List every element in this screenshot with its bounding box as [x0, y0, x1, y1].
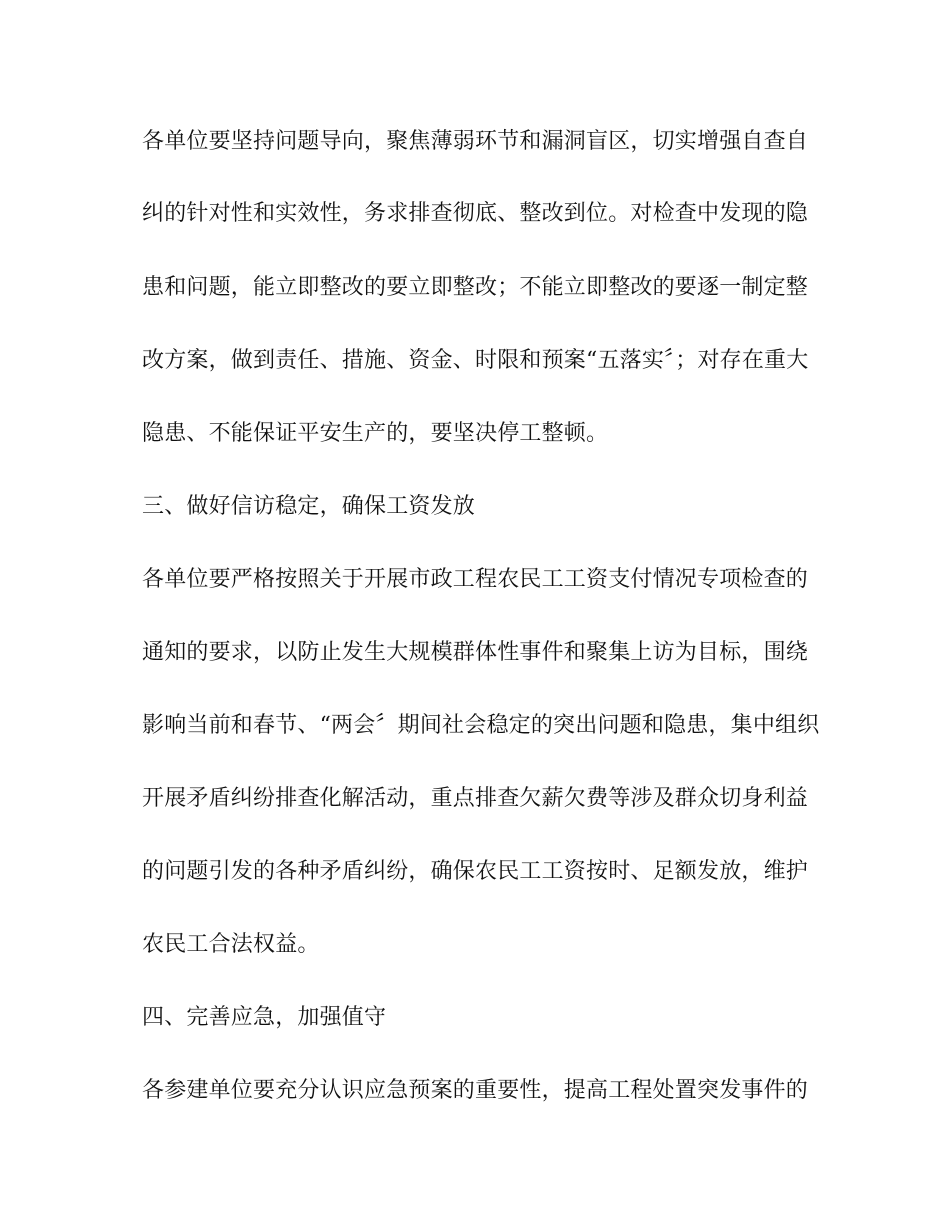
paragraph-line-6: 各单位要严格按照关于开展市政工程农民工工资支付情况专项检查的 [142, 567, 809, 592]
paragraph-line-12: 各参建单位要充分认识应急预案的重要性，提高工程处置突发事件的 [142, 1078, 809, 1103]
paragraph-line-11: 农民工合法权益。 [142, 932, 320, 957]
paragraph-line-7: 通知的要求，以防止发生大规模群体性事件和聚集上访为目标，围绕 [142, 640, 809, 665]
paragraph-line-1: 各单位要坚持问题导向，聚焦薄弱环节和漏洞盲区，切实增强自查自 [142, 129, 809, 154]
paragraph-line-8: 影响当前和春节、“两会〞期间社会稳定的突出问题和隐患，集中组织 [142, 713, 820, 738]
paragraph-line-5: 隐患、不能保证平安生产的，要坚决停工整顿。 [142, 421, 609, 446]
section-heading-3: 三、做好信访稳定，确保工资发放 [142, 494, 476, 519]
paragraph-line-9: 开展矛盾纠纷排查化解活动，重点排查欠薪欠费等涉及群众切身利益 [142, 786, 809, 811]
paragraph-line-10: 的问题引发的各种矛盾纠纷，确保农民工工资按时、足额发放，维护 [142, 859, 809, 884]
section-heading-4: 四、完善应急，加强值守 [142, 1005, 387, 1030]
paragraph-line-3: 患和问题，能立即整改的要立即整改；不能立即整改的要逐一制定整 [142, 275, 809, 300]
paragraph-line-2: 纠的针对性和实效性，务求排查彻底、整改到位。对检查中发现的隐 [142, 201, 809, 226]
paragraph-line-4: 改方案，做到责任、措施、资金、时限和预案“五落实〞；对存在重大 [142, 348, 809, 373]
